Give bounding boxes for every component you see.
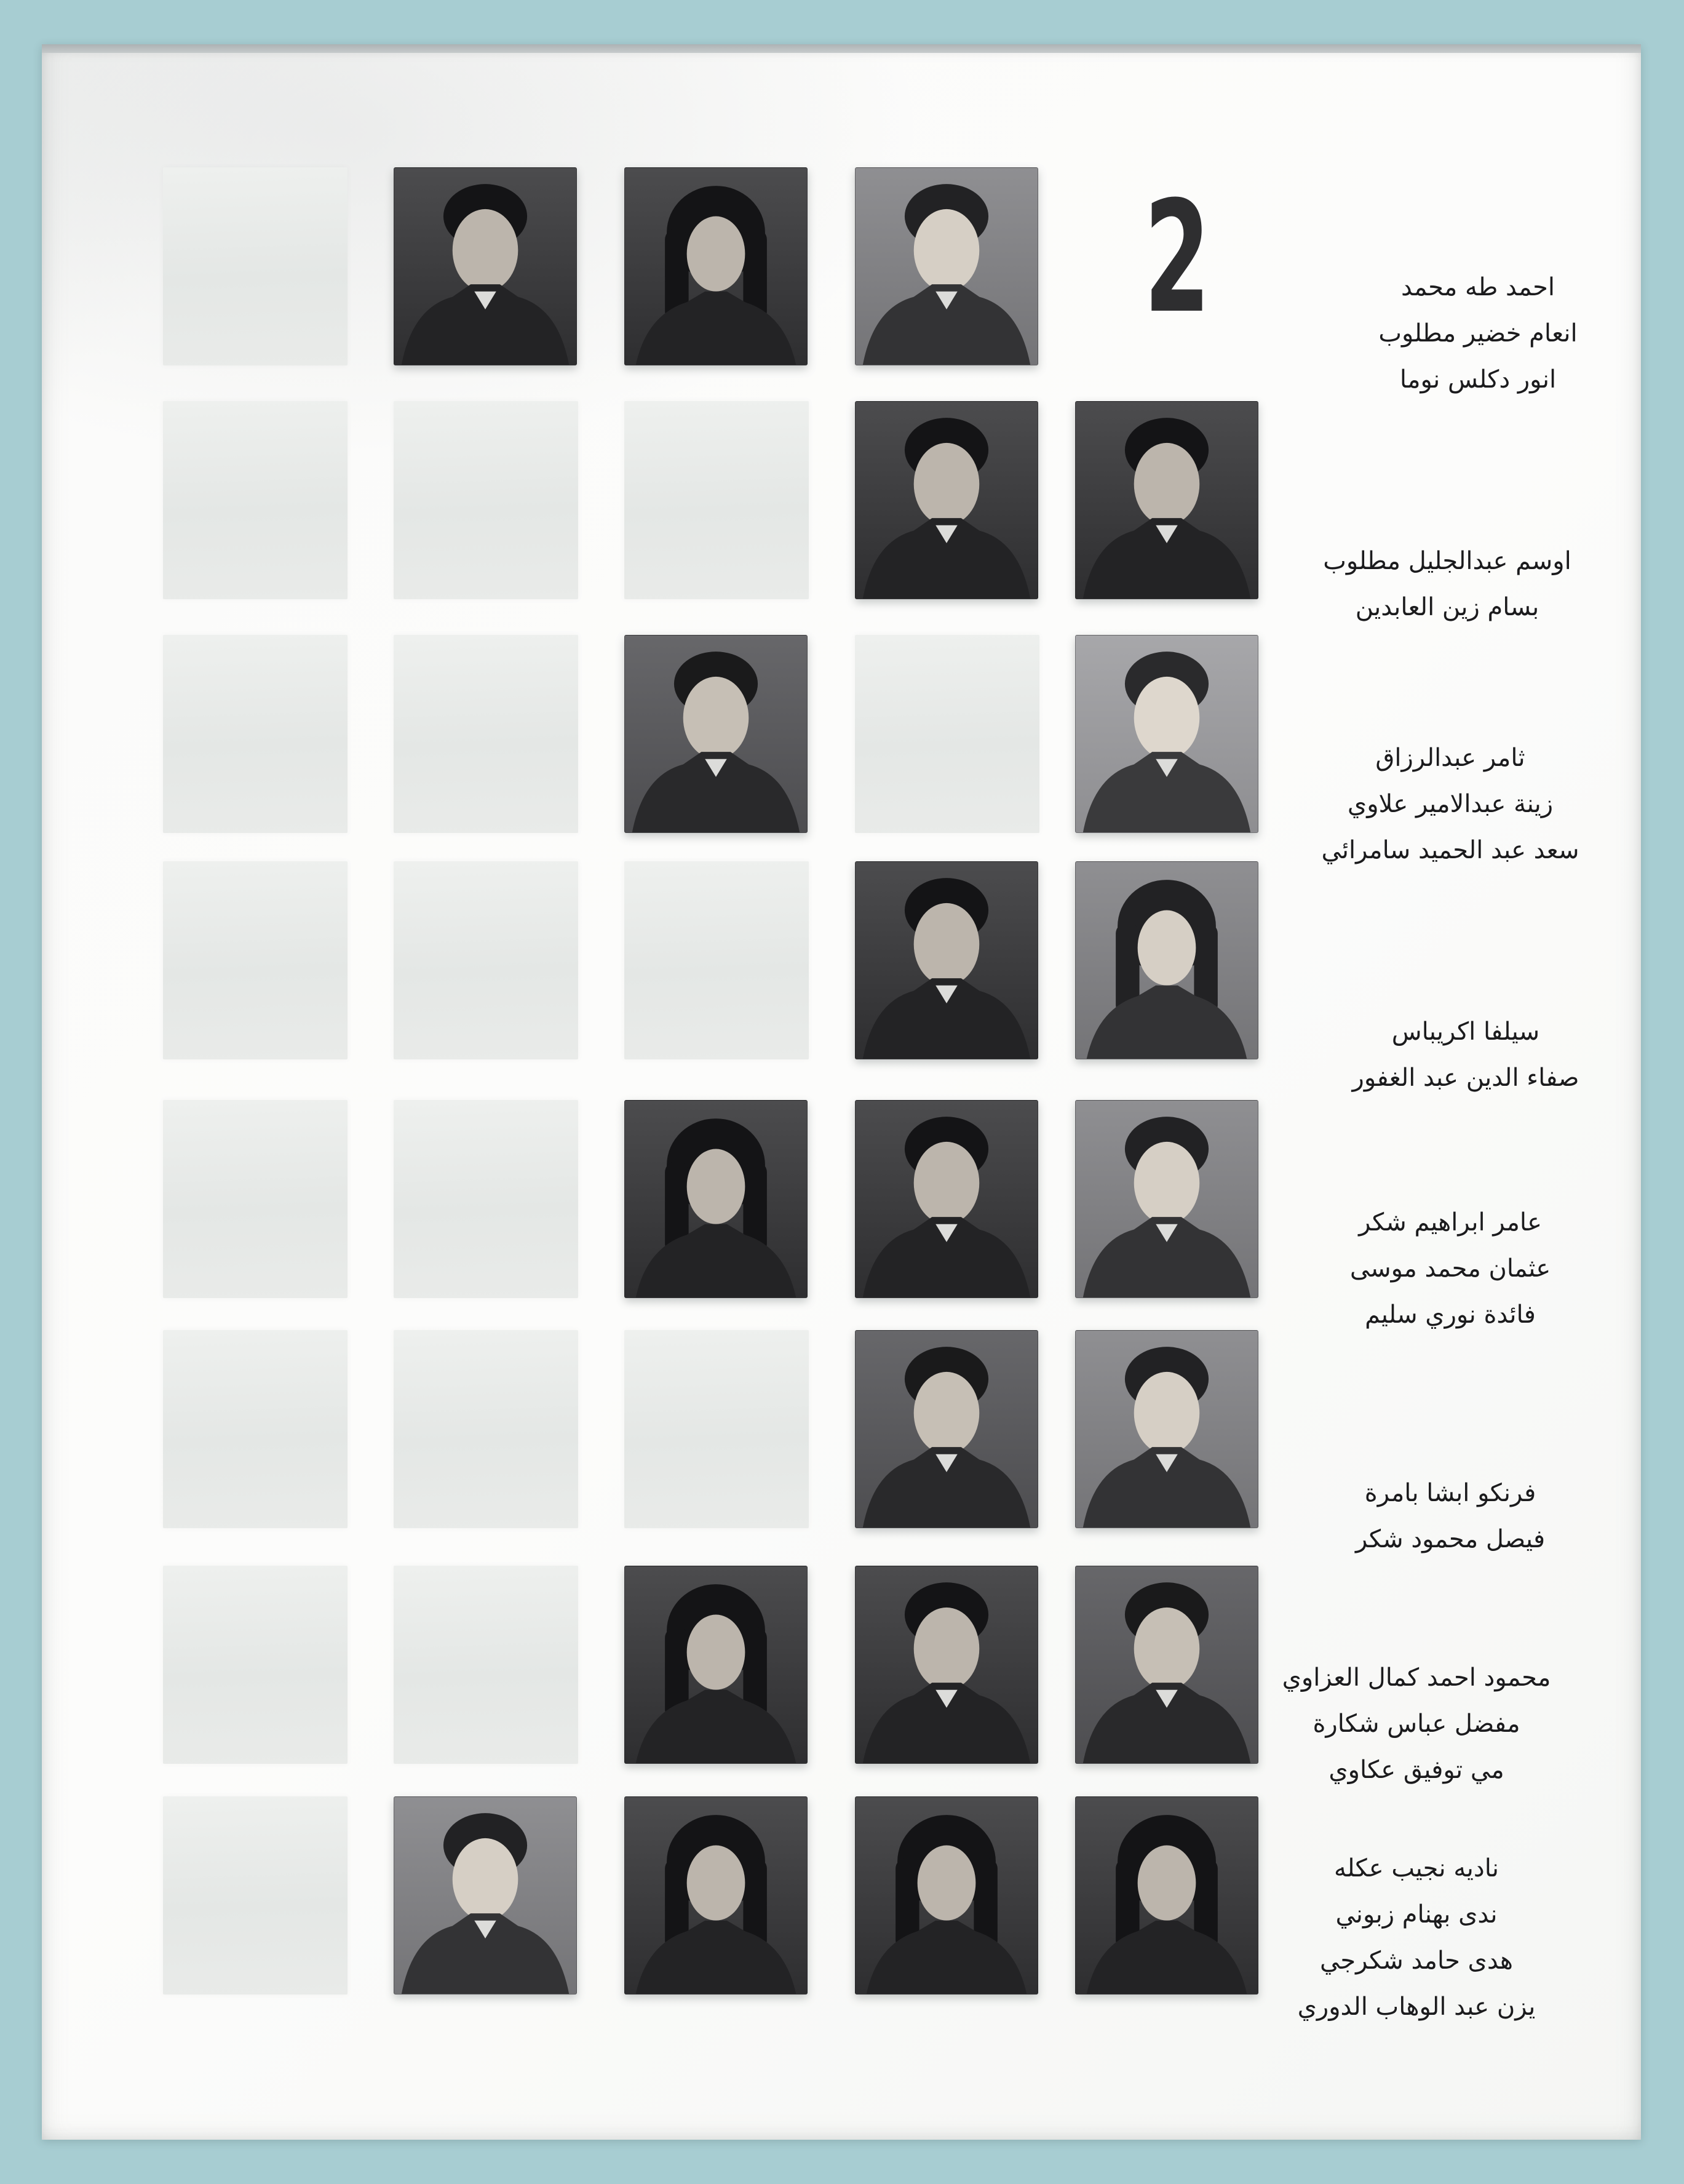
male-portrait-silhouette-icon	[1076, 1331, 1258, 1528]
male-portrait-silhouette-icon	[394, 168, 576, 365]
empty-photo-slot	[624, 1330, 809, 1528]
student-name: عامر ابراهيم شكر	[1359, 1208, 1542, 1237]
portrait-photo	[1075, 401, 1258, 599]
empty-photo-slot	[163, 1100, 348, 1298]
student-name: سيلفا اكريباس	[1391, 1018, 1540, 1046]
album-page	[42, 44, 1641, 2140]
student-name: يزن عبد الوهاب الدوري	[1297, 1993, 1536, 2021]
empty-photo-slot	[163, 1330, 348, 1528]
student-name: انور دكلس نوما	[1399, 365, 1557, 394]
portrait-photo	[1075, 1330, 1258, 1528]
student-name: مفضل عباس شكارة	[1313, 1710, 1520, 1738]
empty-photo-slot	[163, 401, 348, 599]
male-portrait-silhouette-icon	[856, 1566, 1038, 1763]
name-group	[1275, 265, 1681, 403]
portrait-photo	[624, 635, 808, 833]
female-portrait-silhouette-icon	[625, 1797, 807, 1994]
portrait-photo	[1075, 635, 1258, 833]
male-portrait-silhouette-icon	[1076, 402, 1258, 599]
student-name: ثامر عبدالرزاق	[1375, 744, 1525, 772]
male-portrait-silhouette-icon	[394, 1797, 576, 1994]
male-portrait-silhouette-icon	[856, 1331, 1038, 1528]
name-group	[1247, 1200, 1653, 1338]
page-number: 2	[1144, 168, 1210, 347]
portrait-photo	[855, 1330, 1038, 1528]
female-portrait-silhouette-icon	[625, 1101, 807, 1297]
male-portrait-silhouette-icon	[856, 1101, 1038, 1297]
name-group	[1263, 1009, 1669, 1101]
portrait-photo	[394, 167, 577, 365]
female-portrait-silhouette-icon	[625, 1566, 807, 1763]
name-group	[1247, 735, 1653, 874]
female-portrait-silhouette-icon	[1076, 862, 1258, 1059]
empty-photo-slot	[163, 861, 348, 1059]
name-group	[1213, 1846, 1619, 2030]
student-name: ناديه نجيب عكله	[1333, 1854, 1499, 1883]
empty-photo-slot	[394, 1330, 578, 1528]
male-portrait-silhouette-icon	[1076, 1101, 1258, 1297]
student-name: بسام زين العابدين	[1355, 593, 1539, 621]
portrait-photo	[394, 1796, 577, 1995]
portrait-photo	[855, 861, 1038, 1059]
portrait-photo	[1075, 1100, 1258, 1298]
portrait-photo	[1075, 861, 1258, 1059]
names-column	[1247, 44, 1653, 2140]
student-name: احمد طه محمد	[1400, 273, 1555, 301]
empty-photo-slot	[624, 401, 809, 599]
student-name: فرنكو ابشا بامرة	[1364, 1479, 1536, 1507]
student-name: انعام خضير مطلوب	[1378, 319, 1578, 348]
student-name: فيصل محمود شكر	[1355, 1525, 1546, 1553]
portrait-photo	[855, 1100, 1038, 1298]
name-group	[1213, 1655, 1619, 1793]
empty-photo-slot	[394, 635, 578, 833]
empty-photo-slot	[855, 635, 1039, 833]
portrait-photo	[855, 167, 1038, 365]
empty-photo-slot	[163, 167, 348, 365]
portrait-photo	[855, 1566, 1038, 1764]
empty-photo-slot	[163, 1796, 348, 1995]
male-portrait-silhouette-icon	[856, 862, 1038, 1059]
name-group	[1244, 538, 1650, 631]
student-name: زينة عبدالامير علاوي	[1347, 790, 1554, 818]
portrait-photo	[624, 1796, 808, 1995]
portrait-photo	[855, 401, 1038, 599]
student-name: سعد عبد الحميد سامرائي	[1321, 836, 1579, 864]
empty-photo-slot	[394, 1100, 578, 1298]
portrait-photo	[624, 1566, 808, 1764]
name-group	[1247, 1470, 1653, 1563]
student-name: مي توفيق عكاوي	[1329, 1756, 1504, 1784]
portrait-photo	[855, 1796, 1038, 1995]
student-name: هدى حامد شكرجي	[1320, 1947, 1513, 1975]
male-portrait-silhouette-icon	[625, 636, 807, 832]
empty-photo-slot	[624, 861, 809, 1059]
empty-photo-slot	[163, 1566, 348, 1764]
student-name: صفاء الدين عبد الغفور	[1352, 1064, 1579, 1092]
empty-photo-slot	[163, 635, 348, 833]
female-portrait-silhouette-icon	[625, 168, 807, 365]
empty-photo-slot	[394, 401, 578, 599]
student-name: ندى بهنام زبوني	[1335, 1900, 1498, 1929]
empty-photo-slot	[394, 861, 578, 1059]
female-portrait-silhouette-icon	[856, 1797, 1038, 1994]
male-portrait-silhouette-icon	[856, 402, 1038, 599]
portrait-photo	[624, 1100, 808, 1298]
student-name: اوسم عبدالجليل مطلوب	[1323, 547, 1571, 575]
male-portrait-silhouette-icon	[1076, 636, 1258, 832]
student-name: عثمان محمد موسى	[1349, 1254, 1551, 1283]
student-name: محمود احمد كمال العزاوي	[1282, 1664, 1551, 1692]
empty-photo-slot	[394, 1566, 578, 1764]
male-portrait-silhouette-icon	[856, 168, 1038, 365]
student-name: فائدة نوري سليم	[1365, 1301, 1536, 1329]
portrait-photo	[624, 167, 808, 365]
